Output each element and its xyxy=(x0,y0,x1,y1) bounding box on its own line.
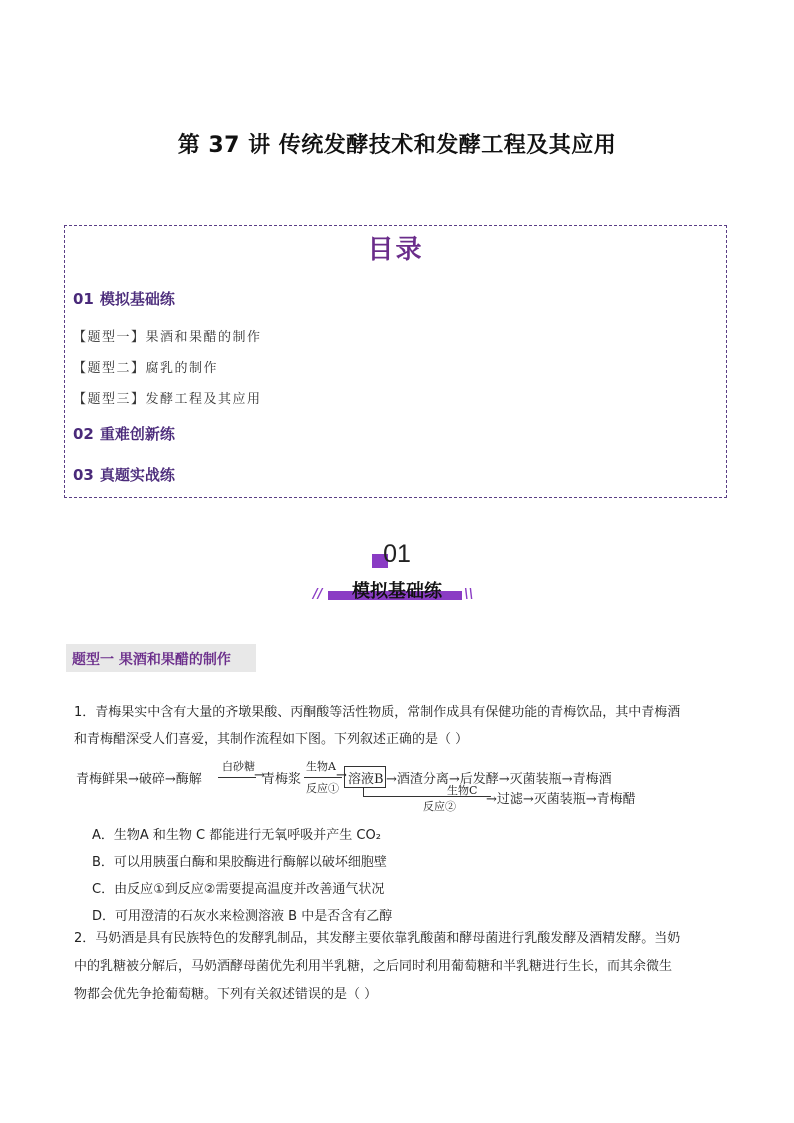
flow-organism-c: 生物C xyxy=(447,784,478,797)
question-1-line2: 和青梅醋深受人们喜爱，其制作流程如下图。下列叙述正确的是（ ） xyxy=(74,732,469,747)
flow-reaction-1: 反应① xyxy=(306,782,339,795)
toc-item-label: 真题实战练 xyxy=(99,466,175,484)
question-1-option-d[interactable]: D．可用澄清的石灰水来检测溶液 B 中是否含有乙醇 xyxy=(92,909,393,924)
question-2-stem xyxy=(74,928,734,1006)
question-2-line1: 2．马奶酒是具有民族特色的发酵乳制品，其发酵主要依靠乳酸菌和酵母菌进行乳酸发酵及酒精发酵。当奶 xyxy=(74,931,681,946)
toc-item-label: 重难创新练 xyxy=(99,425,175,443)
toc-item-type3[interactable]: 【题型三】发酵工程及其应用 xyxy=(73,392,262,407)
process-flow-diagram xyxy=(74,758,674,814)
toc-item-02[interactable] xyxy=(73,423,175,444)
toc-item-type2[interactable]: 【题型二】腐乳的制作 xyxy=(73,361,219,376)
flow-arrow-head: → xyxy=(254,768,265,783)
question-1-option-a[interactable]: A．生物A 和生物 C 都能进行无氧呼吸并产生 CO₂ xyxy=(92,828,381,843)
question-1-option-c[interactable]: C．由反应①到反应②需要提高温度并改善通气状况 xyxy=(92,882,385,897)
flow-solution-b: 溶液B xyxy=(348,772,384,787)
toc-item-type1[interactable]: 【题型一】果酒和果醋的制作 xyxy=(73,330,262,345)
flow-arrow-line xyxy=(218,777,256,778)
page-title: 第 37 讲 传统发酵技术和发酵工程及其应用 xyxy=(177,133,617,158)
flow-upper-chain: →酒渣分离→后发酵→灭菌装瓶→青梅酒 xyxy=(386,772,612,787)
decor-slash-right: \\ xyxy=(464,587,474,602)
toc-heading: 目录 xyxy=(367,235,424,265)
question-1-option-b[interactable]: B．可以用胰蛋白酶和果胶酶进行酶解以破坏细胞壁 xyxy=(92,855,387,870)
flow-sugar: 白砂糖 xyxy=(222,760,255,773)
flow-organism-a: 生物A xyxy=(306,760,336,773)
section-number: 01 xyxy=(383,540,411,568)
question-type-header xyxy=(66,644,256,672)
toc-item-num: 01 xyxy=(73,290,94,308)
question-type-label: 题型一 果酒和果醋的制作 xyxy=(72,652,231,668)
question-1-line1: 1．青梅果实中含有大量的齐墩果酸、丙酮酸等活性物质，常制作成具有保健功能的青梅饮品，其中青梅酒 xyxy=(74,705,681,720)
toc-item-label: 模拟基础练 xyxy=(99,290,175,308)
toc-item-03[interactable] xyxy=(73,464,175,485)
question-1-stem xyxy=(74,702,734,751)
toc-item-num: 02 xyxy=(73,425,94,443)
flow-lower-chain: →过滤→灭菌装瓶→青梅醋 xyxy=(486,792,636,807)
flow-arrow-head: → xyxy=(336,768,347,783)
toc-item-01[interactable] xyxy=(73,288,175,309)
flow-start: 青梅鲜果→破碎→酶解 xyxy=(76,772,202,787)
decor-slash-left: // xyxy=(313,587,323,602)
section-label: 模拟基础练 xyxy=(352,581,442,602)
section-badge xyxy=(0,540,794,610)
toc-item-num: 03 xyxy=(73,466,94,484)
question-2-line2: 中的乳糖被分解后，马奶酒酵母菌优先利用半乳糖，之后同时利用葡萄糖和半乳糖进行生长，而其余微生 xyxy=(74,959,673,974)
flow-reaction-2: 反应② xyxy=(423,800,456,813)
table-of-contents xyxy=(64,225,727,498)
question-2-line3: 物都会优先争抢葡萄糖。下列有关叙述错误的是（ ） xyxy=(74,987,378,1002)
flow-juice: 青梅浆 xyxy=(262,772,302,787)
